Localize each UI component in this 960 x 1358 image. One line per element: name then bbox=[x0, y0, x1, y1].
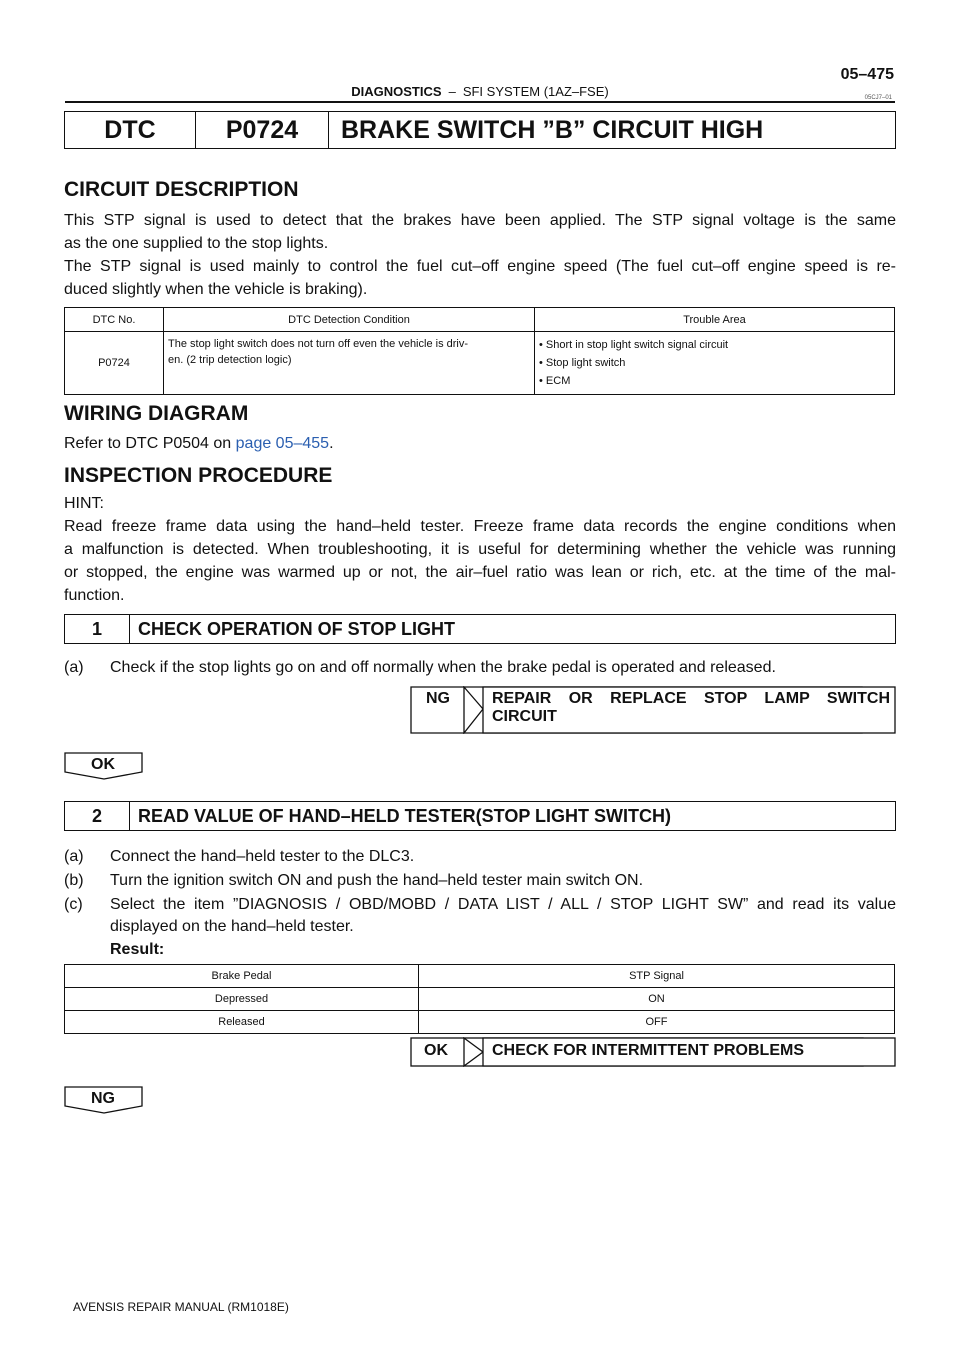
wiring-text: Refer to DTC P0504 on bbox=[64, 435, 236, 452]
step-2-item-label: (a) bbox=[64, 848, 84, 865]
column-header: Brake Pedal bbox=[65, 965, 419, 988]
text-line: Read freeze frame data using the hand–held tester. Freeze frame data records the engine conditions when bbox=[64, 518, 896, 535]
running-header bbox=[0, 84, 960, 99]
condition-line: en. (2 trip detection logic) bbox=[168, 354, 292, 366]
text-line: function. bbox=[64, 587, 125, 604]
column-header: DTC No. bbox=[65, 308, 164, 332]
step-2-item-text: Select the item ”DIAGNOSIS / OBD/MOBD / DATA LIST / ALL / STOP LIGHT SW” and read its value bbox=[110, 896, 896, 913]
table-row bbox=[65, 1011, 895, 1034]
wiring-diagram-heading: WIRING DIAGRAM bbox=[64, 402, 249, 425]
table-cell: ON bbox=[419, 988, 895, 1011]
trouble-area-item: • Short in stop light switch signal circuit bbox=[539, 339, 729, 351]
ng-result-box bbox=[410, 686, 896, 734]
header-section: DIAGNOSTICS bbox=[351, 84, 442, 99]
wiring-text-end: . bbox=[329, 435, 334, 452]
hint-label: HINT: bbox=[64, 495, 104, 512]
condition-line: The stop light switch does not turn off even the vehicle is driv- bbox=[168, 338, 469, 350]
ng-label: NG bbox=[426, 690, 450, 707]
ng-label: NG bbox=[91, 1090, 115, 1107]
ok-label: OK bbox=[424, 1042, 448, 1059]
step-2-item-text-cont: displayed on the hand–held tester. bbox=[110, 918, 354, 935]
table-row bbox=[65, 988, 895, 1011]
text-line: or stopped, the engine was warmed up or not, the air–fuel ratio was lean or rich, etc. at the time of the mal- bbox=[64, 564, 896, 581]
step-2-box bbox=[64, 801, 896, 831]
step-2-item-text: Connect the hand–held tester to the DLC3. bbox=[110, 848, 415, 865]
step-1-item-label: (a) bbox=[64, 659, 84, 676]
step-number: 2 bbox=[65, 802, 130, 830]
step-title: READ VALUE OF HAND–HELD TESTER(STOP LIGHT SWITCH) bbox=[138, 805, 672, 826]
step-2-item-text: Turn the ignition switch ON and push the hand–held tester main switch ON. bbox=[110, 872, 644, 889]
wiring-reference bbox=[64, 432, 896, 455]
header-rule bbox=[65, 101, 895, 103]
ng-tab bbox=[64, 1086, 142, 1112]
title-code: P0724 bbox=[196, 112, 329, 148]
header-dash: – bbox=[448, 84, 456, 99]
column-header: Trouble Area bbox=[535, 308, 895, 332]
text-line: as the one supplied to the stop lights. bbox=[64, 235, 329, 252]
table-cell: Released bbox=[65, 1011, 419, 1034]
ng-action bbox=[492, 690, 890, 726]
ok-result-box bbox=[410, 1037, 896, 1067]
step-1-box bbox=[64, 614, 896, 644]
inspection-hint bbox=[64, 492, 896, 607]
dtc-table bbox=[64, 307, 895, 395]
column-header: STP Signal bbox=[419, 965, 895, 988]
inspection-procedure-heading: INSPECTION PROCEDURE bbox=[64, 464, 333, 487]
step-2-item-label: (c) bbox=[64, 896, 83, 913]
trouble-area-item: • Stop light switch bbox=[539, 357, 626, 369]
dtc-number-cell: P0724 bbox=[65, 332, 164, 395]
result-table bbox=[64, 964, 895, 1034]
header-subsection: SFI SYSTEM (1AZ–FSE) bbox=[462, 84, 609, 99]
result-label: Result: bbox=[110, 941, 165, 958]
step-2-item-label: (b) bbox=[64, 872, 84, 889]
text-line: duced slightly when the vehicle is braking). bbox=[64, 281, 368, 298]
text-line: a malfunction is detected. When troubleshooting, it is useful for determining whether the vehicle was running bbox=[64, 541, 896, 558]
text-line: The STP signal is used mainly to control the fuel cut–off engine speed (The fuel cut–off engine speed is re- bbox=[64, 258, 896, 275]
title-text: BRAKE SWITCH ”B” CIRCUIT HIGH bbox=[341, 115, 764, 144]
column-header: DTC Detection Condition bbox=[164, 308, 535, 332]
detection-condition-cell bbox=[164, 332, 535, 395]
page-link[interactable]: page 05–455 bbox=[235, 435, 330, 452]
step-1-item-text: Check if the stop lights go on and off normally when the brake pedal is operated and released. bbox=[110, 659, 776, 676]
ok-tab bbox=[64, 752, 142, 778]
step-number: 1 bbox=[65, 615, 130, 643]
step-title: CHECK OPERATION OF STOP LIGHT bbox=[138, 618, 456, 639]
ok-label: OK bbox=[91, 756, 115, 773]
footer: AVENSIS REPAIR MANUAL (RM1018E) bbox=[73, 1300, 289, 1314]
page-number: 05–475 bbox=[840, 66, 894, 83]
dtc-title-box bbox=[64, 111, 896, 149]
ng-action-line: CIRCUIT bbox=[492, 708, 557, 725]
table-cell: Depressed bbox=[65, 988, 419, 1011]
ok-action: CHECK FOR INTERMITTENT PROBLEMS bbox=[492, 1042, 804, 1059]
text-line: This STP signal is used to detect that the brakes have been applied. The STP signal voltage is the same bbox=[64, 212, 896, 229]
trouble-area-item: • ECM bbox=[539, 375, 571, 387]
title-dtc: DTC bbox=[65, 112, 196, 148]
circuit-description-heading: CIRCUIT DESCRIPTION bbox=[64, 178, 299, 201]
document-code: 05CJ7–01 bbox=[864, 95, 892, 101]
trouble-area-cell bbox=[535, 332, 895, 395]
table-cell: OFF bbox=[419, 1011, 895, 1034]
circuit-description-text bbox=[64, 209, 896, 301]
ng-action-line: REPAIR OR REPLACE STOP LAMP SWITCH bbox=[492, 690, 890, 707]
